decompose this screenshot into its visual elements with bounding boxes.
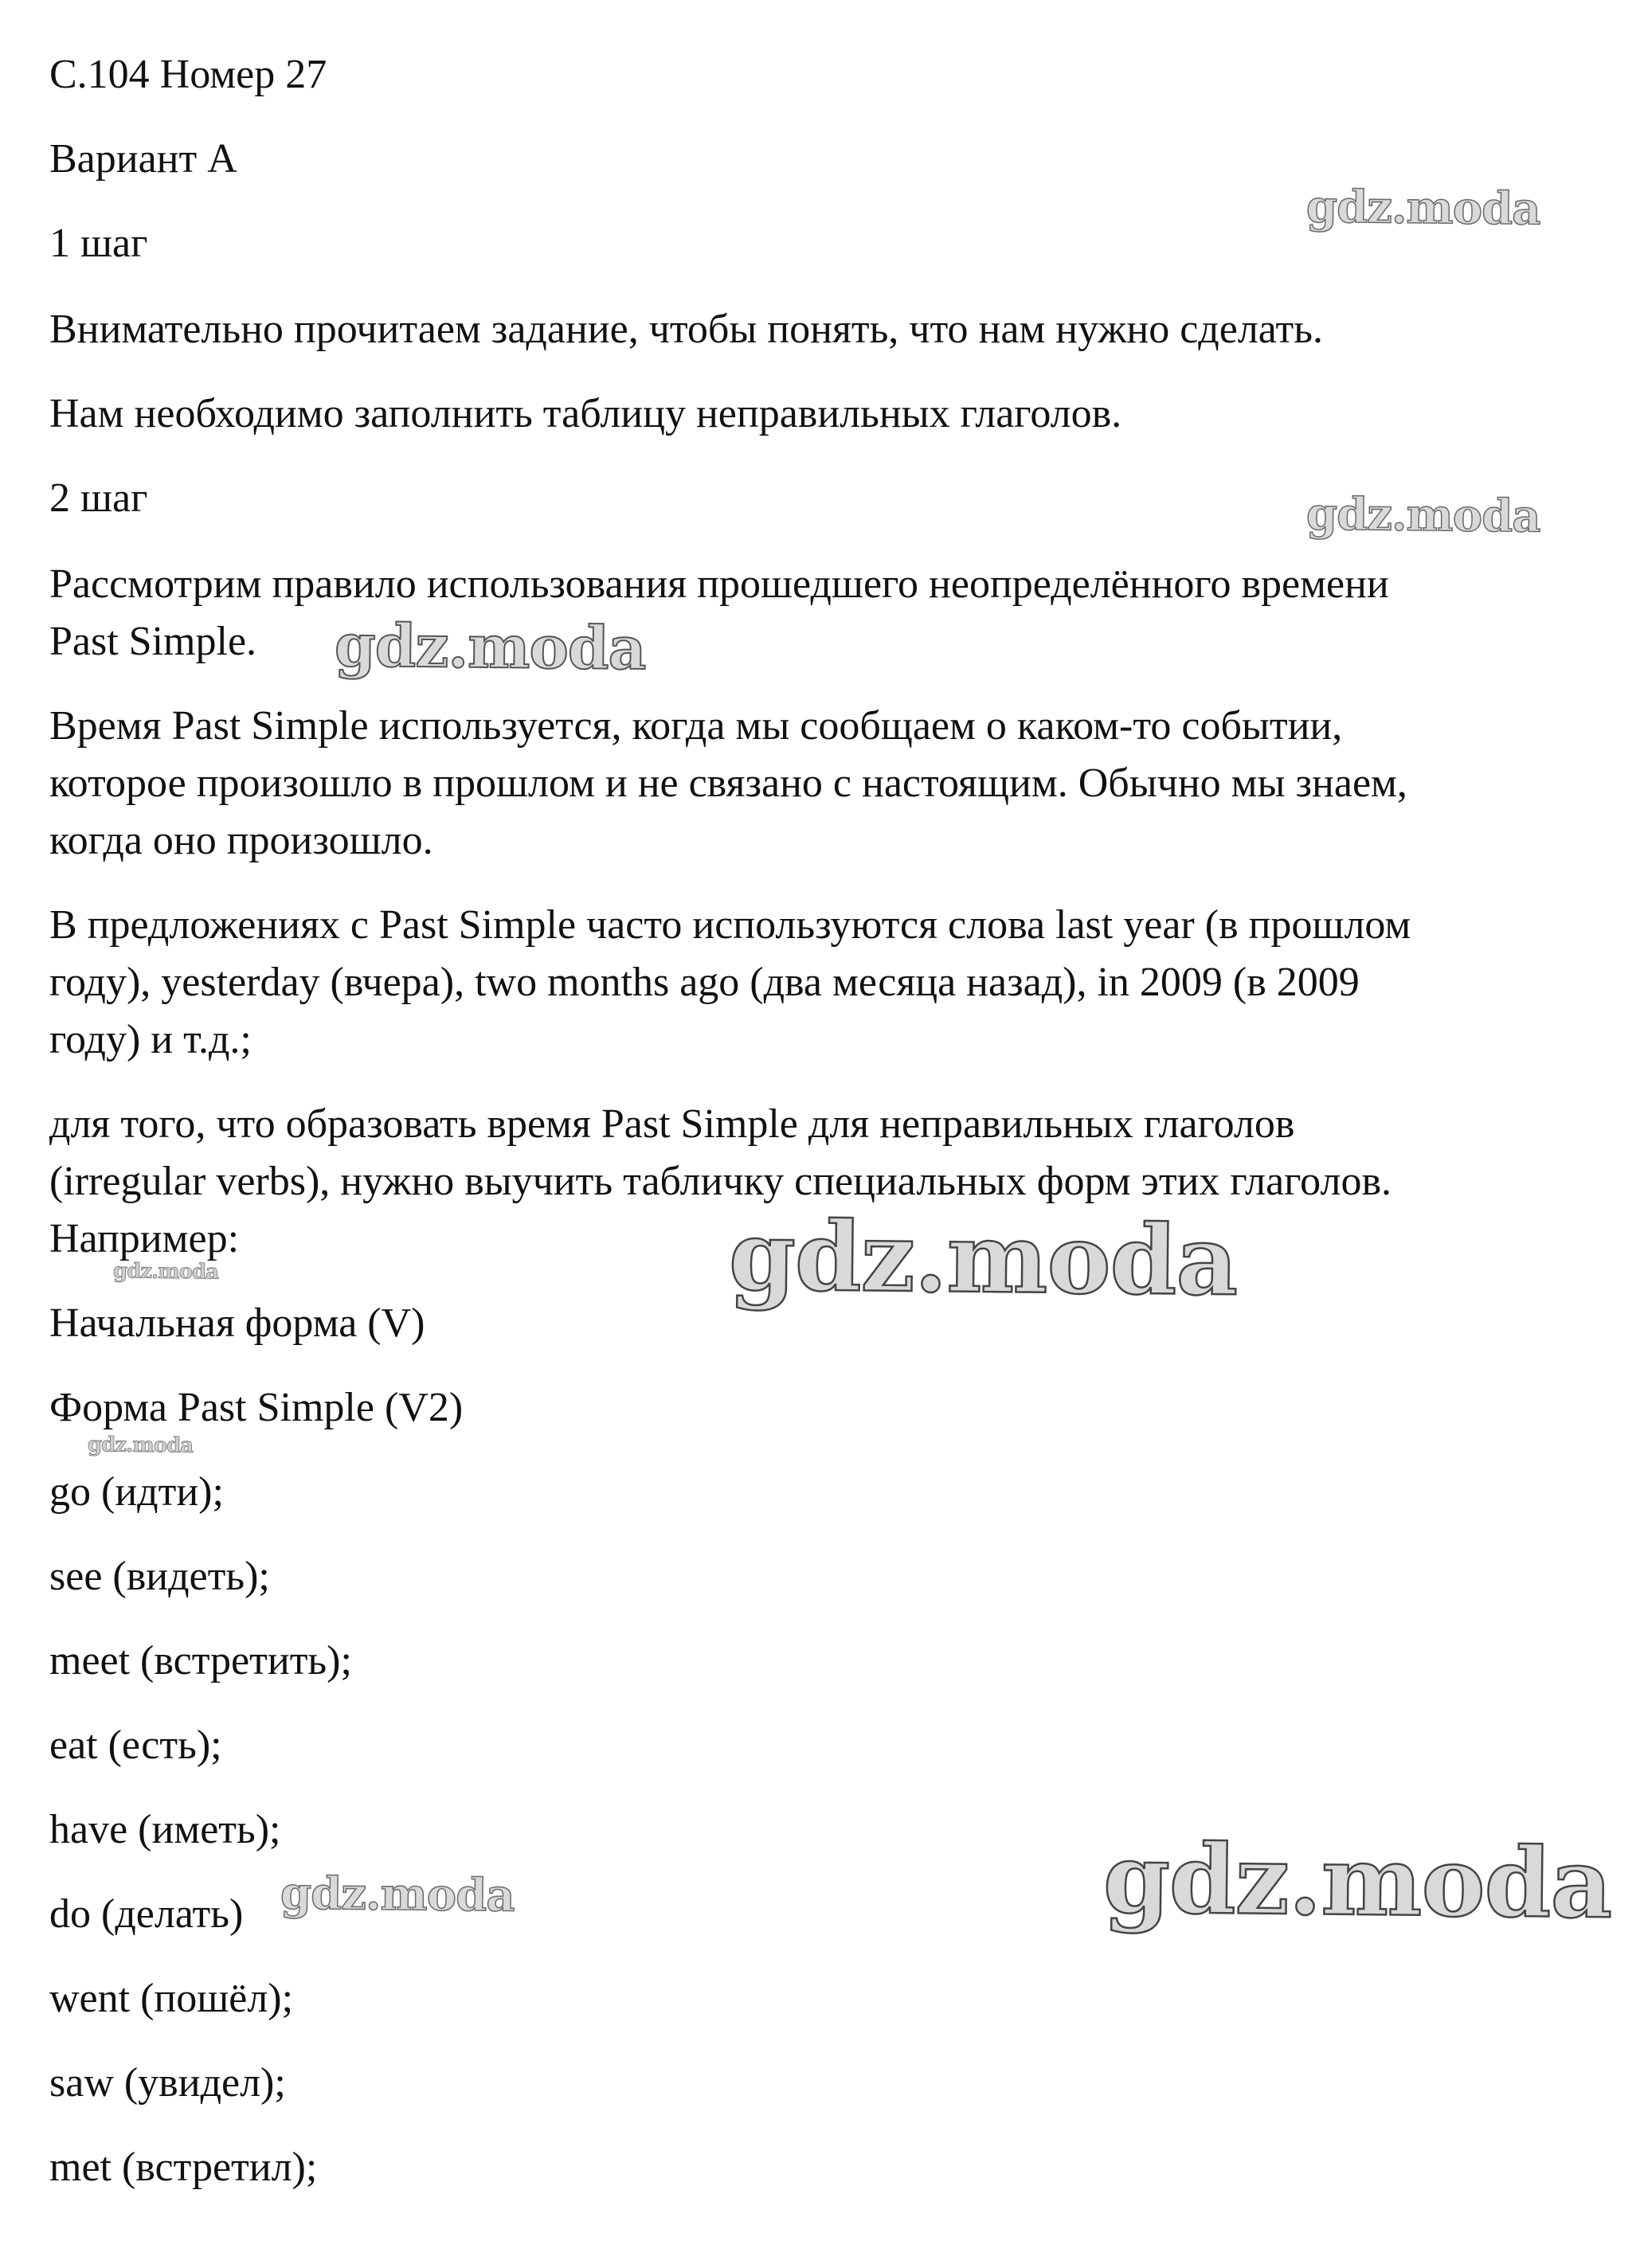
verb-list-item: have (иметь);: [49, 1807, 281, 1852]
verb-list-item: went (пошёл);: [49, 1976, 294, 2021]
paragraph-line: которое произошло в прошлом и не связано с настоящим. Обычно мы знаем,: [49, 761, 1407, 806]
watermark: gdz.moda: [280, 1867, 515, 1922]
paragraph-line: В предложениях с Past Simple часто используются слова last year (в прошлом: [49, 902, 1411, 948]
watermark: gdz.moda: [334, 611, 647, 684]
column-header-v2: Форма Past Simple (V2): [49, 1385, 464, 1430]
step-1-heading: 1 шаг: [49, 221, 148, 266]
paragraph-line: году), yesterday (вчера), two months ago (два месяца назад), in 2009 (в 2009: [49, 960, 1360, 1005]
verb-list-item: met (встретил);: [49, 2145, 318, 2190]
verb-list-item: go (идти);: [49, 1469, 224, 1515]
paragraph-line: когда оно произошло.: [49, 818, 433, 863]
paragraph-line: Внимательно прочитаем задание, чтобы понять, что нам нужно сделать.: [49, 307, 1323, 352]
watermark: gdz.moda: [1305, 487, 1540, 543]
watermark: gdz.moda: [112, 1259, 219, 1285]
watermark: gdz.moda: [728, 1199, 1239, 1318]
paragraph-line: Past Simple.: [49, 619, 257, 664]
column-header-v: Начальная форма (V): [49, 1300, 425, 1346]
paragraph-line: для того, что образовать время Past Simple для неправильных глаголов: [49, 1101, 1295, 1147]
paragraph-line: (irregular verbs), нужно выучить табличку специальных форм этих глаголов.: [49, 1159, 1392, 1204]
verb-list-item: eat (есть);: [49, 1723, 222, 1768]
paragraph-line: Время Past Simple используется, когда мы сообщаем о каком-то событии,: [49, 703, 1343, 749]
verb-list-item: see (видеть);: [49, 1554, 270, 1599]
verb-list-item: saw (увидел);: [49, 2060, 286, 2106]
watermark: gdz.moda: [1102, 1822, 1613, 1941]
paragraph-line: Рассмотрим правило использования прошедшего неопределённого времени: [49, 561, 1389, 607]
variant-label: Вариант А: [49, 136, 237, 182]
step-2-heading: 2 шаг: [49, 475, 148, 521]
watermark: gdz.moda: [87, 1433, 194, 1458]
paragraph-line: Нам необходимо заполнить таблицу неправильных глаголов.: [49, 391, 1122, 436]
verb-list-item: meet (встретить);: [49, 1638, 352, 1683]
page-reference: С.104 Номер 27: [49, 52, 327, 97]
paragraph-line: Например:: [49, 1216, 240, 1261]
paragraph-line: году) и т.д.;: [49, 1017, 252, 1062]
watermark: gdz.moda: [1305, 180, 1540, 236]
verb-list-item: do (делать): [49, 1891, 244, 1937]
